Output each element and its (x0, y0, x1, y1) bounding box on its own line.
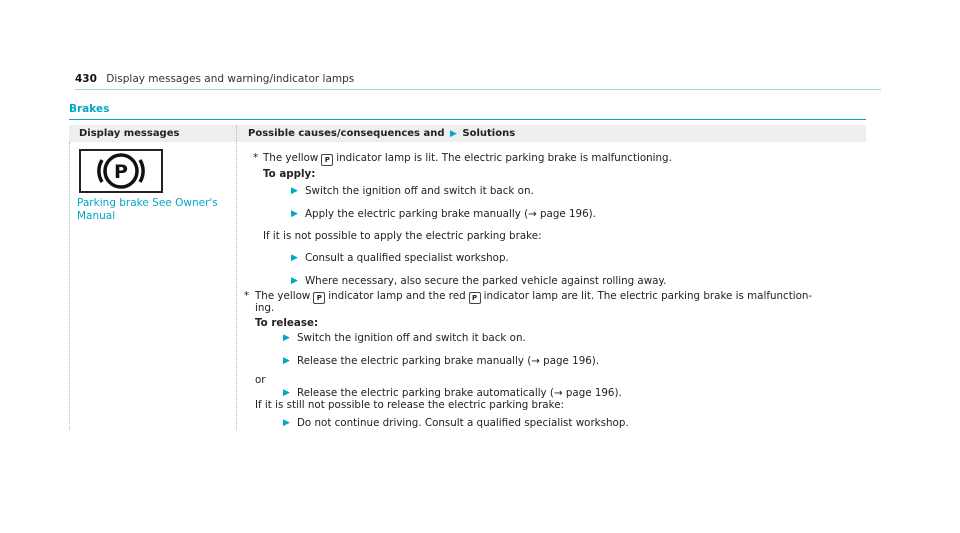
page-number: 430 (75, 73, 97, 85)
step-line: Consult a qualified specialist workshop. (305, 252, 509, 264)
triangle-right-icon: ▶ (450, 129, 457, 139)
table-header (69, 125, 866, 142)
step-line: Release the electric parking brake automatically (→ page 196). (297, 387, 622, 399)
triangle-right-icon: ▶ (291, 276, 298, 286)
text-line: The yellow P indicator lamp is lit. The electric parking brake is malfunctioning. (263, 152, 672, 164)
col-header-display-messages: Display messages (79, 128, 180, 139)
svg-text:P: P (114, 161, 128, 183)
step-line: Do not continue driving. Consult a qualified specialist workshop. (297, 417, 629, 429)
table-left-border (69, 142, 70, 430)
triangle-right-icon: ▶ (291, 253, 298, 263)
text-line: or (255, 374, 266, 386)
step-line: Apply the electric parking brake manually (→ page 196). (305, 208, 596, 220)
page-header (75, 73, 354, 85)
step-line: Switch the ignition off and switch it back on. (305, 185, 534, 197)
triangle-right-icon: ▶ (291, 209, 298, 219)
column-divider (236, 125, 237, 430)
subheading-to-release: To release: (255, 317, 319, 329)
text-line: If it is not possible to apply the electric parking brake: (263, 230, 542, 242)
triangle-right-icon: ▶ (283, 356, 290, 366)
step-line: Where necessary, also secure the parked vehicle against rolling away. (305, 275, 667, 287)
parking-brake-icon (79, 149, 163, 193)
header-title: Display messages and warning/indicator lamps (106, 73, 355, 85)
parking-brake-indicator-icon: P (469, 292, 481, 304)
display-message: Parking brake See Owner's Manual (77, 197, 218, 222)
header-divider (75, 89, 881, 90)
text-line: The yellow P indicator lamp and the red P indicator lamp are lit. The electric parking brake is malfunction- (255, 290, 813, 302)
footnote-star: * (244, 290, 250, 302)
subheading-to-apply: To apply: (263, 168, 316, 180)
section-title: Brakes (69, 103, 110, 115)
step-line: Release the electric parking brake manually (→ page 196). (297, 355, 600, 367)
triangle-right-icon: ▶ (291, 186, 298, 196)
triangle-right-icon: ▶ (283, 388, 290, 398)
brakes-table (69, 125, 866, 430)
footnote-star: * (253, 152, 259, 164)
text-line: ing. (255, 302, 275, 314)
triangle-right-icon: ▶ (283, 418, 290, 428)
parking-brake-indicator-icon: P (313, 292, 325, 304)
text-line: If it is still not possible to release the electric parking brake: (255, 399, 565, 411)
step-line: Switch the ignition off and switch it back on. (297, 332, 526, 344)
parking-brake-indicator-icon: P (321, 154, 333, 166)
col-header-causes: Possible causes/consequences and ▶ Solutions (248, 128, 516, 139)
triangle-right-icon: ▶ (283, 333, 290, 343)
section-divider (69, 119, 866, 120)
